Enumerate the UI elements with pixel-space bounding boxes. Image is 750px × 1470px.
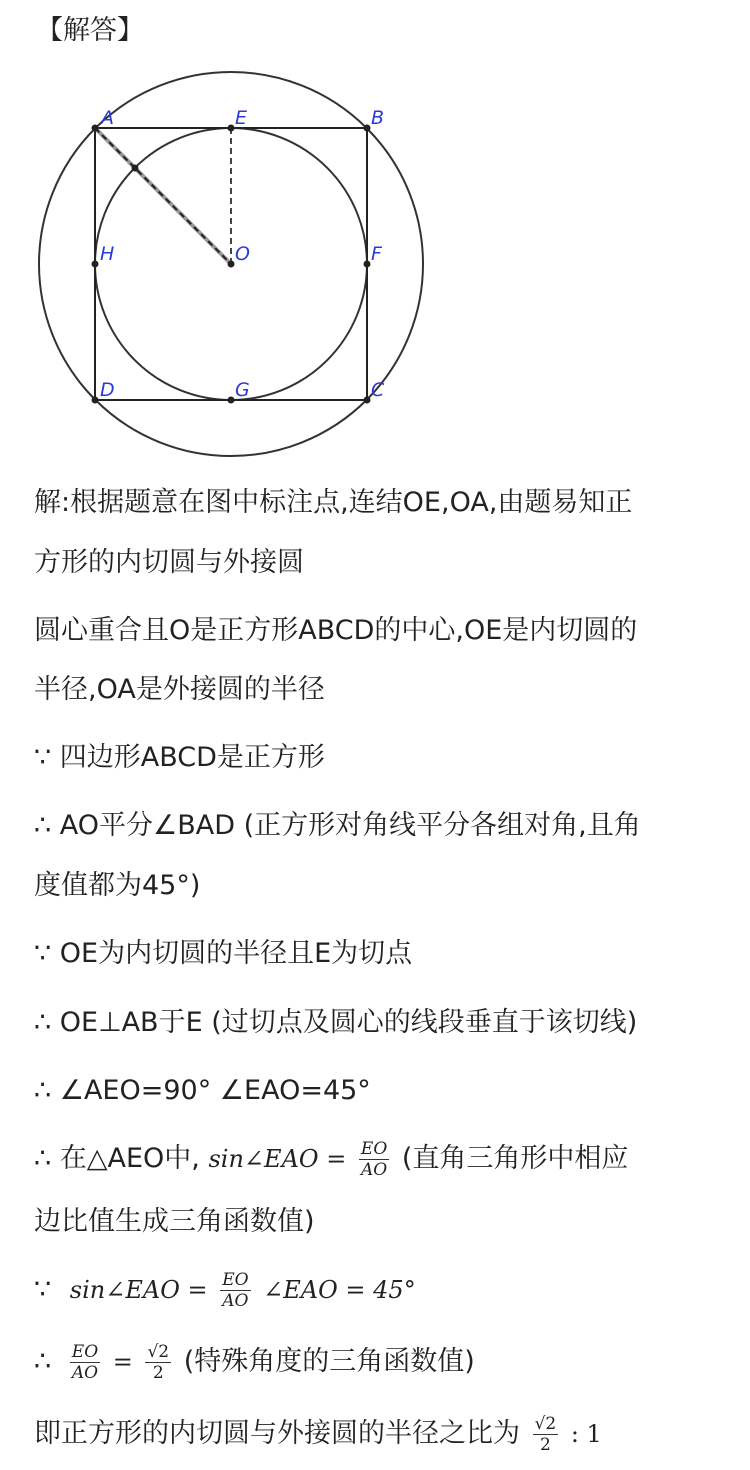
text-line-3: 圆心重合且O是正方形ABCD的中心,OE是内切圆的 — [34, 615, 638, 646]
fraction-denominator: 2 — [152, 1363, 164, 1383]
fraction-numerator: EO — [222, 1270, 249, 1290]
point-a — [92, 125, 99, 132]
text-line-1: 解:根据题意在图中标注点,连结OE,OA,由题易知正 — [34, 487, 633, 518]
label-b: B — [371, 107, 385, 129]
text-line-9: ∴ OE⊥AB于E (过切点及圆心的线段垂直于该切线) — [34, 1007, 638, 1038]
line-11-math: sin∠EAO = — [208, 1145, 347, 1173]
point-d — [92, 397, 99, 404]
fraction-sqrt2-over-2 — [533, 1414, 559, 1455]
label-h: H — [100, 243, 115, 265]
text-line-12: 边比值生成三角函数值) — [34, 1206, 315, 1237]
fraction-eo-ao — [70, 1342, 100, 1383]
text-line-15 — [34, 1414, 602, 1455]
line-13-math-b: ∠EAO = 45° — [263, 1276, 416, 1304]
label-o: O — [235, 243, 250, 265]
label-e: E — [235, 107, 248, 129]
line-13-prefix: ∵ — [34, 1274, 52, 1305]
label-d: D — [100, 379, 115, 401]
fraction-eo-ao — [220, 1270, 250, 1311]
label-f: F — [371, 243, 382, 265]
fraction-denominator: AO — [360, 1160, 388, 1180]
point-b — [364, 125, 371, 132]
text-line-6: ∴ AO平分∠BAD (正方形对角线平分各组对角,且角 — [34, 810, 641, 841]
line-13-math-a: sin∠EAO = — [69, 1276, 208, 1304]
point-h — [92, 261, 99, 268]
point-o — [228, 261, 235, 268]
line-14-suffix: (特殊角度的三角函数值) — [183, 1346, 475, 1377]
text-line-2: 方形的内切圆与外接圆 — [34, 547, 304, 578]
fraction-eo-ao — [359, 1139, 389, 1180]
fraction-numerator: √2 — [534, 1414, 557, 1434]
line-15-prefix: 即正方形的内切圆与外接圆的半径之比为 — [34, 1418, 520, 1449]
fraction-numerator: EO — [360, 1139, 388, 1159]
point-f — [364, 261, 371, 268]
fraction-denominator: AO — [222, 1291, 249, 1311]
line-11-prefix: ∴ 在△AEO中, — [34, 1143, 200, 1174]
text-line-13 — [34, 1270, 416, 1311]
text-line-7: 度值都为45°) — [34, 870, 201, 901]
equals-sign: = — [112, 1348, 133, 1376]
label-a: A — [101, 107, 114, 129]
point-c — [364, 397, 371, 404]
line-15-suffix: : 1 — [570, 1420, 602, 1448]
label-c: C — [371, 379, 385, 401]
text-line-4: 半径,OA是外接圆的半径 — [34, 674, 325, 705]
text-line-10: ∴ ∠AEO=90° ∠EAO=45° — [34, 1075, 371, 1106]
fraction-denominator: AO — [71, 1363, 99, 1383]
point-e — [228, 125, 235, 132]
line-14-prefix: ∴ — [34, 1346, 52, 1377]
point-oa-intersection — [132, 165, 139, 172]
text-line-14 — [34, 1342, 475, 1383]
geometry-figure — [0, 60, 750, 480]
text-line-11 — [34, 1139, 628, 1180]
text-line-8: ∵ OE为内切圆的半径且E为切点 — [34, 938, 413, 969]
fraction-numerator: √2 — [147, 1342, 170, 1362]
point-g — [228, 397, 235, 404]
fraction-denominator: 2 — [540, 1435, 551, 1455]
label-g: G — [235, 379, 250, 401]
text-line-5: ∵ 四边形ABCD是正方形 — [34, 742, 325, 773]
fraction-numerator: EO — [71, 1342, 99, 1362]
heading: 【解答】 — [36, 15, 144, 46]
line-11-suffix: (直角三角形中相应 — [401, 1143, 629, 1174]
fraction-sqrt2-over-2 — [145, 1342, 171, 1383]
